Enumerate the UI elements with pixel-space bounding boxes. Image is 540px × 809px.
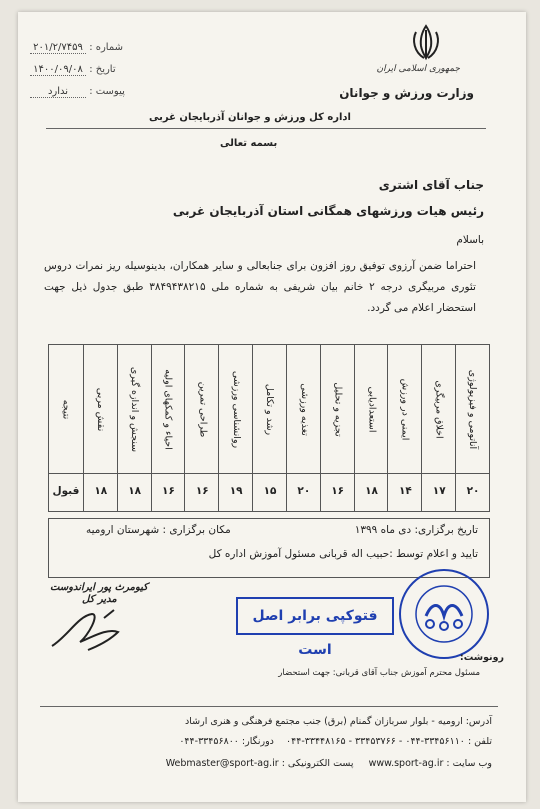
greeting: باسلام [456, 234, 484, 246]
footer-divider [40, 706, 498, 707]
subject-name: آناتومی و فیزیولوژی [467, 369, 479, 449]
footer-address: آدرس: ارومیه - بلوار سربازان گمنام (برق) جنب مجتمع فرهنگی و هنری ارشاد [185, 716, 492, 727]
subject-name: احیاء و کمکهای اولیه [162, 368, 174, 450]
footer-phone: تلفن : ۳۳۴۵۶۱۱۰-۰۴۴ - ۳۳۴۵۳۷۶۶ - ۳۳۴۴۸۱۶۵-۰۴۴ [286, 736, 492, 747]
letter-date [30, 64, 116, 76]
subject-score: ۱۸ [128, 485, 142, 497]
subject-score: ۱۶ [162, 485, 175, 497]
subject-name: تجزیه و تحلیل [332, 381, 344, 437]
subject-score: ۱۴ [398, 485, 412, 497]
subject-name: اخلاق مربیگری [433, 379, 445, 439]
header-divider [46, 128, 486, 129]
grade-column [286, 345, 321, 511]
signer-title: مدیر کل [82, 594, 117, 605]
subject-name: تغذیه ورزشی [298, 382, 310, 436]
government-name: جمهوری اسلامی ایران [376, 64, 460, 74]
grades-table [48, 344, 490, 512]
subject-name: ایمنی در ورزش [399, 378, 411, 440]
date-label: تاریخ : [89, 64, 116, 75]
copy-recipient-1: مسئول محترم آموزش جناب آقای قربانی: جهت استحضار [278, 668, 480, 678]
iran-emblem-icon [408, 22, 444, 62]
subject-name: سنجش و اندازه گیری [129, 366, 141, 452]
subject-name: استعدادیابی [366, 385, 378, 433]
grade-column [151, 345, 186, 511]
official-seal-icon [396, 566, 492, 662]
subject-score: ۱۶ [195, 485, 209, 497]
footer-phone-fax [36, 736, 492, 747]
subject-score: ۱۹ [229, 485, 243, 497]
grade-column [455, 345, 490, 511]
subject-score: ۱۷ [432, 485, 446, 497]
grade-column [387, 345, 422, 511]
letter-number [30, 42, 123, 54]
signer-name: کیومرث پور ایراندوست [50, 582, 148, 593]
grade-column [117, 345, 152, 511]
grade-column [421, 345, 456, 511]
subject-score: ۲۰ [466, 485, 480, 497]
subject-name: روانشناسی ورزشی [230, 370, 242, 448]
number-value: ۲۰۱/۲/۷۴۵۹ [30, 42, 86, 54]
grade-column [83, 345, 118, 511]
subject-score: ۱۸ [94, 485, 108, 497]
subject-name: طراحی تمرین [196, 381, 208, 437]
number-label: شماره : [89, 42, 124, 53]
grade-column [49, 345, 83, 511]
department-name: اداره کل ورزش و جوانان آذربایجان غربی [149, 112, 351, 123]
subject-score: ۱۸ [365, 485, 378, 497]
confirmed-by: تایید و اعلام توسط :حبیب اله قربانی مسئول آموزش اداره کل [208, 548, 478, 560]
signature-icon [48, 606, 128, 654]
subject-name: نقش مربی [95, 387, 107, 431]
certified-copy-stamp: فتوکپی برابر اصل است [236, 597, 394, 635]
addressee-name: جناب آقای اشتری [378, 178, 484, 192]
ministry-name: وزارت ورزش و جوانان [339, 86, 474, 100]
footer-web [36, 758, 492, 769]
attachment-value: ندارد [30, 86, 86, 98]
grade-column [184, 345, 219, 511]
grade-column [252, 345, 287, 511]
copy-label: رونوشت: [459, 652, 504, 663]
subject-score: ۲۰ [297, 485, 311, 497]
footer-website: وب سایت : www.sport-ag.ir [368, 758, 492, 769]
subject-name: نتیجه [60, 399, 72, 419]
subject-name: رشد و تکامل [264, 383, 276, 435]
letter-attachment [30, 86, 125, 98]
subject-score: ۱۵ [263, 485, 277, 497]
addressee-title: رئیس هیات ورزشهای همگانی استان آذربایجان غربی [172, 204, 484, 218]
footer-email: پست الکترونیکی : Webmaster@sport-ag.ir [165, 758, 354, 769]
date-value: ۱۴۰۰/۰۹/۰۸ [30, 64, 86, 76]
grade-column [320, 345, 355, 511]
event-place: مکان برگزاری : شهرستان ارومیه [86, 524, 231, 536]
bismillah: بسمه تعالی [220, 138, 278, 149]
grade-column [218, 345, 253, 511]
letter-body: احتراما ضمن آرزوی توفیق روز افزون برای جنابعالی و سایر همکاران، بدینوسیله ریز نمرات دروس تئوری مربیگری درجه ۲ خانم بیان شریفی به شماره ملی ۳۸۴۹۴۳۸۲۱۵ طبق جدول ذیل جهت استحضار اعلام می گردد. [44, 260, 476, 314]
subject-score: ۱۶ [331, 485, 345, 497]
footer-fax: دورنگار: ۳۳۴۵۶۸۰۰-۰۴۴ [179, 736, 274, 747]
subject-score: قبول [52, 485, 80, 497]
attachment-label: پیوست : [89, 86, 125, 97]
event-date: تاریخ برگزاری: دی ماه ۱۳۹۹ [354, 524, 478, 536]
grade-column [354, 345, 389, 511]
